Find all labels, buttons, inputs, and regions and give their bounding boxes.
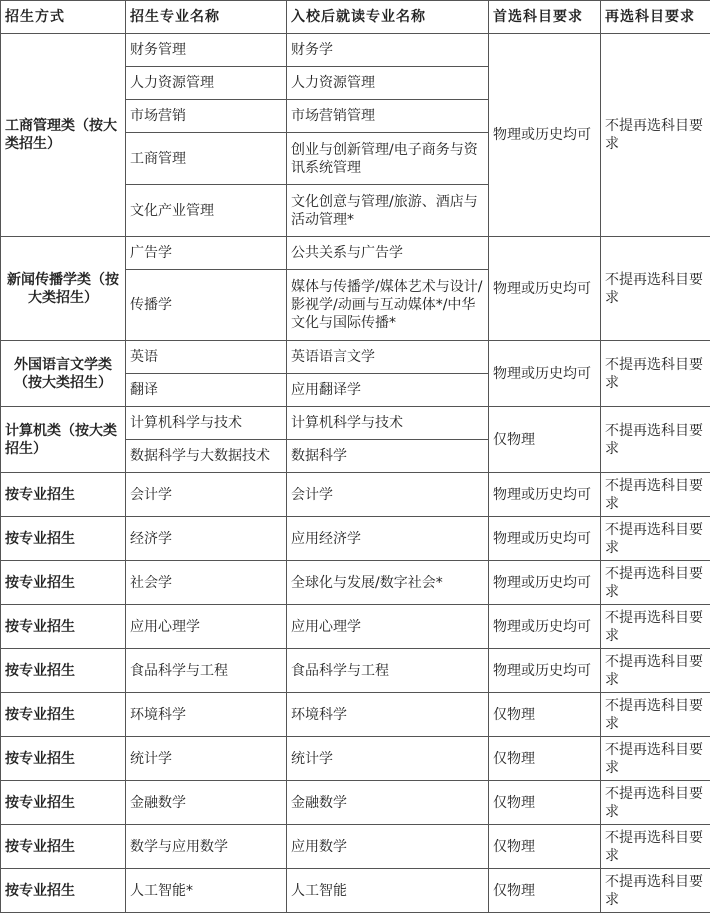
header-first-subject: 首选科目要求: [489, 1, 601, 34]
header-second-subject: 再选科目要求: [601, 1, 710, 34]
first-subject-cell: 物理或历史均可: [489, 649, 601, 693]
first-subject-cell: 物理或历史均可: [489, 473, 601, 517]
second-subject-cell: 不提再选科目要求: [601, 473, 710, 517]
major-name-cell: 数学与应用数学: [126, 825, 287, 869]
admission-method-cell: 按专业招生: [1, 781, 126, 825]
table-body: [1, 34, 710, 913]
table-row: [1, 825, 710, 869]
admission-method-cell: 按专业招生: [1, 473, 126, 517]
major-name-cell: 英语: [126, 341, 287, 374]
table-row: [1, 737, 710, 781]
major-name-cell: 传播学: [126, 270, 287, 341]
admission-method-cell: 按专业招生: [1, 869, 126, 913]
first-subject-cell: 仅物理: [489, 693, 601, 737]
table-row: [1, 561, 710, 605]
admission-method-cell: 按专业招生: [1, 649, 126, 693]
table-row: [1, 407, 710, 440]
table-row: [1, 473, 710, 517]
major-name-cell: 统计学: [126, 737, 287, 781]
first-subject-cell: 仅物理: [489, 407, 601, 473]
second-subject-cell: 不提再选科目要求: [601, 34, 710, 237]
admission-method-cell: 按专业招生: [1, 737, 126, 781]
study-major-cell: 财务学: [287, 34, 489, 67]
study-major-cell: 应用心理学: [287, 605, 489, 649]
first-subject-cell: 物理或历史均可: [489, 605, 601, 649]
major-name-cell: 市场营销: [126, 100, 287, 133]
major-name-cell: 食品科学与工程: [126, 649, 287, 693]
admission-method-cell: 按专业招生: [1, 561, 126, 605]
study-major-cell: 数据科学: [287, 440, 489, 473]
study-major-cell: 环境科学: [287, 693, 489, 737]
major-name-cell: 翻译: [126, 374, 287, 407]
study-major-cell: 市场营销管理: [287, 100, 489, 133]
study-major-cell: 创业与创新管理/电子商务与资讯系统管理: [287, 133, 489, 185]
table-row: [1, 341, 710, 374]
admission-method-cell: 新闻传播学类（按大类招生）: [1, 237, 126, 341]
second-subject-cell: 不提再选科目要求: [601, 869, 710, 913]
major-name-cell: 人力资源管理: [126, 67, 287, 100]
table-row: [1, 605, 710, 649]
major-name-cell: 工商管理: [126, 133, 287, 185]
second-subject-cell: 不提再选科目要求: [601, 737, 710, 781]
study-major-cell: 人工智能: [287, 869, 489, 913]
study-major-cell: 应用经济学: [287, 517, 489, 561]
first-subject-cell: 物理或历史均可: [489, 237, 601, 341]
first-subject-cell: 仅物理: [489, 869, 601, 913]
study-major-cell: 应用翻译学: [287, 374, 489, 407]
major-name-cell: 人工智能*: [126, 869, 287, 913]
first-subject-cell: 物理或历史均可: [489, 561, 601, 605]
second-subject-cell: 不提再选科目要求: [601, 605, 710, 649]
major-name-cell: 社会学: [126, 561, 287, 605]
header-method: 招生方式: [1, 1, 126, 34]
admission-method-cell: 外国语言文学类（按大类招生）: [1, 341, 126, 407]
study-major-cell: 统计学: [287, 737, 489, 781]
first-subject-cell: 物理或历史均可: [489, 517, 601, 561]
table-row: [1, 693, 710, 737]
study-major-cell: 应用数学: [287, 825, 489, 869]
table-row: [1, 237, 710, 270]
study-major-cell: 会计学: [287, 473, 489, 517]
study-major-cell: 计算机科学与技术: [287, 407, 489, 440]
major-name-cell: 计算机科学与技术: [126, 407, 287, 440]
admission-method-cell: 按专业招生: [1, 693, 126, 737]
study-major-cell: 媒体与传播学/媒体艺术与设计/影视学/动画与互动媒体*/中华文化与国际传播*: [287, 270, 489, 341]
study-major-cell: 英语语言文学: [287, 341, 489, 374]
major-name-cell: 财务管理: [126, 34, 287, 67]
header-row: [1, 1, 710, 34]
major-name-cell: 金融数学: [126, 781, 287, 825]
second-subject-cell: 不提再选科目要求: [601, 517, 710, 561]
second-subject-cell: 不提再选科目要求: [601, 781, 710, 825]
table-row: [1, 869, 710, 913]
major-name-cell: 应用心理学: [126, 605, 287, 649]
major-name-cell: 广告学: [126, 237, 287, 270]
study-major-cell: 公共关系与广告学: [287, 237, 489, 270]
major-name-cell: 数据科学与大数据技术: [126, 440, 287, 473]
header-major: 招生专业名称: [126, 1, 287, 34]
admission-method-cell: 按专业招生: [1, 825, 126, 869]
first-subject-cell: 物理或历史均可: [489, 341, 601, 407]
study-major-cell: 金融数学: [287, 781, 489, 825]
study-major-cell: 食品科学与工程: [287, 649, 489, 693]
admission-method-cell: 工商管理类（按大类招生）: [1, 34, 126, 237]
study-major-cell: 文化创意与管理/旅游、酒店与活动管理*: [287, 185, 489, 237]
admission-method-cell: 按专业招生: [1, 517, 126, 561]
table-row: [1, 517, 710, 561]
header-study-major: 入校后就读专业名称: [287, 1, 489, 34]
first-subject-cell: 仅物理: [489, 825, 601, 869]
first-subject-cell: 物理或历史均可: [489, 34, 601, 237]
admission-method-cell: 计算机类（按大类招生）: [1, 407, 126, 473]
study-major-cell: 全球化与发展/数字社会*: [287, 561, 489, 605]
second-subject-cell: 不提再选科目要求: [601, 561, 710, 605]
major-name-cell: 文化产业管理: [126, 185, 287, 237]
major-name-cell: 会计学: [126, 473, 287, 517]
study-major-cell: 人力资源管理: [287, 67, 489, 100]
table-row: [1, 34, 710, 67]
second-subject-cell: 不提再选科目要求: [601, 407, 710, 473]
second-subject-cell: 不提再选科目要求: [601, 825, 710, 869]
second-subject-cell: 不提再选科目要求: [601, 341, 710, 407]
major-name-cell: 经济学: [126, 517, 287, 561]
second-subject-cell: 不提再选科目要求: [601, 237, 710, 341]
first-subject-cell: 仅物理: [489, 781, 601, 825]
second-subject-cell: 不提再选科目要求: [601, 693, 710, 737]
admission-method-cell: 按专业招生: [1, 605, 126, 649]
second-subject-cell: 不提再选科目要求: [601, 649, 710, 693]
major-name-cell: 环境科学: [126, 693, 287, 737]
table-row: [1, 781, 710, 825]
first-subject-cell: 仅物理: [489, 737, 601, 781]
table-row: [1, 649, 710, 693]
